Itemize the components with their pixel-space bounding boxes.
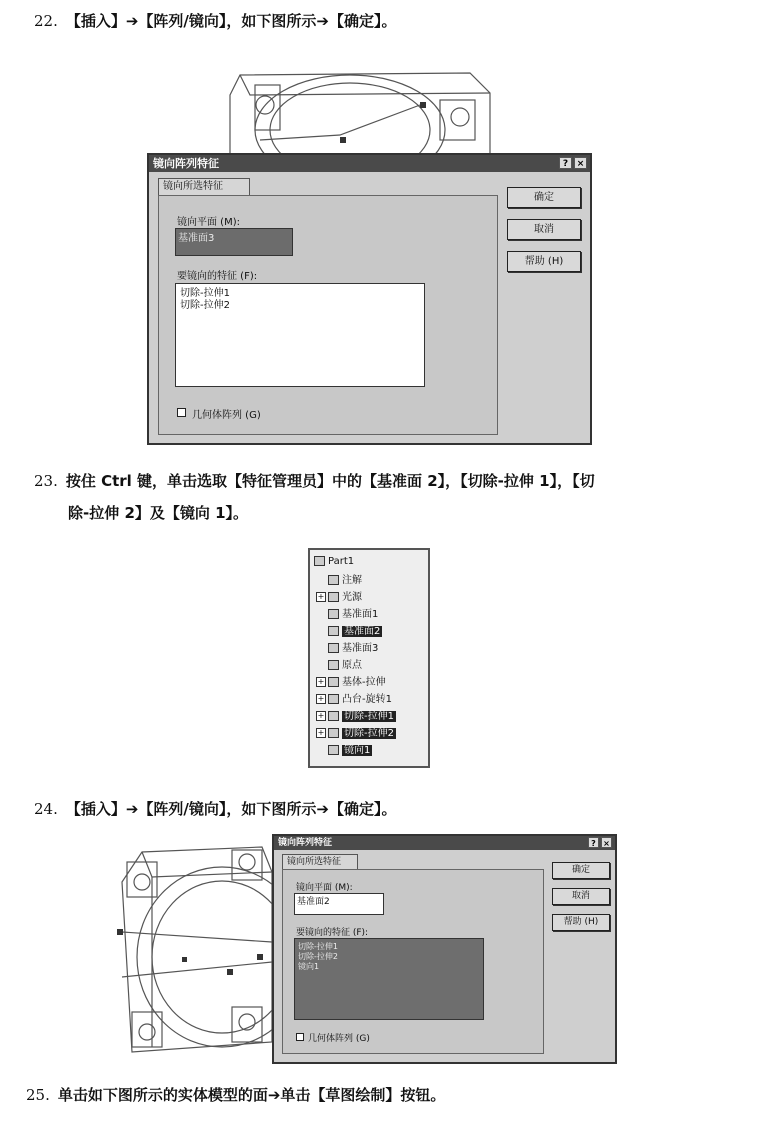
features-list[interactable] (294, 938, 484, 1020)
tree-item[interactable]: + 切除-拉伸2 (317, 728, 394, 739)
list-item[interactable]: 切除-拉伸2 (180, 300, 230, 311)
lighting-icon (328, 592, 339, 602)
mirror-dialog-1 (147, 153, 592, 445)
mirror-plane-label: 镜向平面 (M): (296, 883, 353, 893)
expand-icon[interactable]: + (317, 728, 325, 737)
cut-extrude-icon (328, 711, 339, 721)
tree-item[interactable]: + 切除-拉伸1 (317, 711, 394, 722)
features-label: 要镜向的特征 (F): (296, 928, 369, 938)
geometry-pattern-checkbox[interactable] (177, 408, 186, 417)
expand-icon[interactable]: + (317, 677, 325, 686)
figure-2 (112, 832, 632, 1067)
expand-icon[interactable]: + (317, 711, 325, 720)
geometry-pattern-label: 几何体阵列 (G) (308, 1034, 370, 1044)
ok-button[interactable]: 确定 (552, 862, 610, 879)
tab-mirror-features[interactable]: 镜向所选特征 (158, 178, 250, 195)
geometry-pattern-label: 几何体阵列 (G) (192, 410, 261, 421)
plane-icon (328, 643, 339, 653)
dialog-title: 镜向阵列特征 (153, 157, 219, 170)
tree-item[interactable]: 基准面2 (328, 623, 382, 640)
step-text: 【插入】➔【阵列/镜向】，如下图所示➔【确定】。 (65, 800, 397, 818)
mirror-plane-label: 镜向平面 (M): (177, 217, 240, 228)
tree-root[interactable]: Part1 (314, 553, 354, 570)
dialog-titlebar (149, 155, 590, 172)
mirror-dialog-2 (272, 834, 617, 1064)
dialog-title: 镜向阵列特征 (278, 838, 333, 848)
part-icon (314, 556, 325, 566)
tab-mirror-features[interactable]: 镜向所选特征 (282, 854, 358, 869)
help-button[interactable]: 帮助 (H) (507, 251, 581, 272)
geometry-pattern-checkbox[interactable] (296, 1033, 304, 1041)
close-icon[interactable]: × (574, 157, 587, 169)
help-icon[interactable]: ? (588, 837, 599, 848)
tree-item[interactable]: 基准面3 (328, 640, 378, 657)
features-label: 要镜向的特征 (F): (177, 271, 258, 282)
tree-item[interactable]: + 光源 (317, 592, 362, 603)
step-23 (34, 466, 595, 496)
ok-button[interactable]: 确定 (507, 187, 581, 208)
list-item[interactable]: 切除-拉伸2 (298, 952, 338, 961)
list-item[interactable]: 切除-拉伸1 (298, 942, 338, 951)
cut-extrude-icon (328, 728, 339, 738)
step-text: 单击如下图所示的实体模型的面➔单击【草图绘制】按钮。 (57, 1086, 446, 1104)
step-text: 按住 Ctrl 键，单击选取【特征管理员】中的【基准面 2】，【切除-拉伸 1】，【切 (65, 472, 595, 490)
help-icon[interactable]: ? (559, 157, 572, 169)
cancel-button[interactable]: 取消 (507, 219, 581, 240)
tree-item[interactable]: 镜向1 (328, 742, 372, 759)
tree-item[interactable]: 基准面1 (328, 606, 378, 623)
step-text: 【插入】➔【阵列/镜向】，如下图所示➔【确定】。 (65, 12, 397, 30)
mirror-plane-field[interactable]: 基准面3 (175, 228, 293, 256)
tree-item[interactable]: 注解 (328, 572, 362, 589)
mirror-plane-field[interactable]: 基准面2 (294, 893, 384, 915)
revolve-icon (328, 694, 339, 704)
step-number: 22. (34, 12, 58, 30)
origin-icon (328, 660, 339, 670)
step-24 (34, 794, 396, 824)
list-item[interactable]: 镜向1 (298, 962, 320, 971)
step-25 (26, 1080, 445, 1110)
expand-icon[interactable]: + (317, 592, 325, 601)
figure-1 (140, 45, 610, 445)
cancel-button[interactable]: 取消 (552, 888, 610, 905)
step-text: 除-拉伸 2】及【镜向 1】。 (68, 504, 249, 522)
feature-manager-tree (308, 548, 430, 768)
features-list[interactable] (175, 283, 425, 387)
dialog-titlebar (274, 836, 615, 850)
close-icon[interactable]: × (601, 837, 612, 848)
annotation-icon (328, 575, 339, 585)
tree-item[interactable]: + 凸台-旋转1 (317, 694, 392, 705)
mirror-icon (328, 745, 339, 755)
plane-icon (328, 609, 339, 619)
tree-item[interactable]: + 基体-拉伸 (317, 677, 386, 688)
extrude-icon (328, 677, 339, 687)
tree-item[interactable]: 原点 (328, 657, 362, 674)
list-item[interactable]: 切除-拉伸1 (180, 288, 230, 299)
step-number: 23. (34, 472, 58, 490)
step-22 (34, 6, 396, 36)
plane-icon (328, 626, 339, 636)
step-number: 25. (26, 1086, 50, 1104)
step-23-continued (68, 498, 248, 528)
step-number: 24. (34, 800, 58, 818)
help-button[interactable]: 帮助 (H) (552, 914, 610, 931)
expand-icon[interactable]: + (317, 694, 325, 703)
